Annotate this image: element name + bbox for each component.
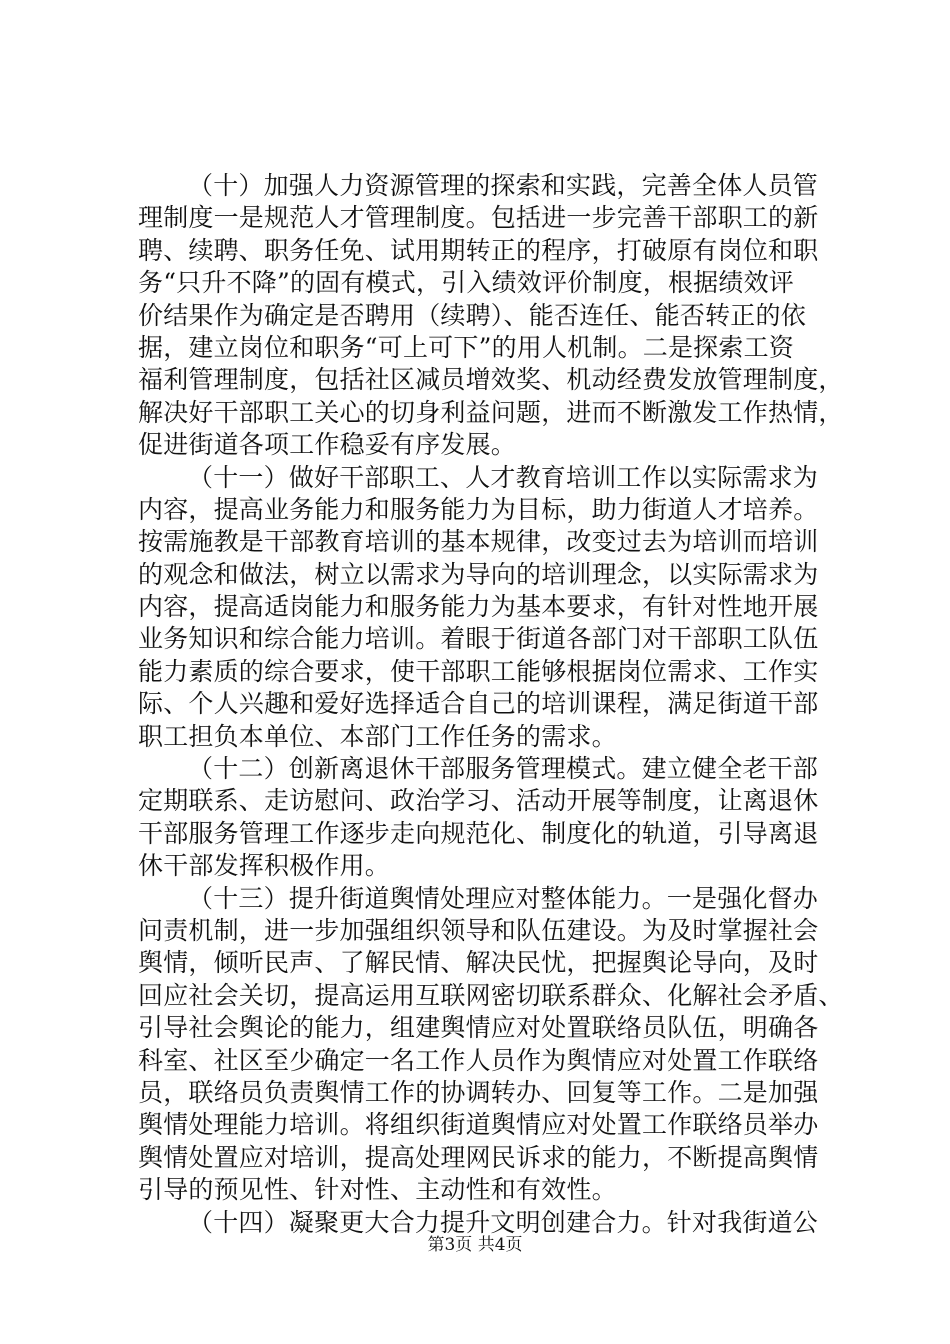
text-line: 能力素质的综合要求，使干部职工能够根据岗位需求、工作实 [138,656,819,686]
text-line: （十二）创新离退休干部服务管理模式。建立健全老干部 [188,754,819,784]
text-line: 据，建立岗位和职务“可上可下”的用人机制。二是探索工资 [138,332,794,362]
paragraph [138,170,844,462]
text-line: 内容，提高业务能力和服务能力为目标，助力街道人才培养。 [138,494,819,524]
text-line: 员，联络员负责舆情工作的协调转办、回复等工作。二是加强 [138,1077,819,1107]
text-line: 舆情，倾听民声、了解民情、解决民忧，把握舆论导向，及时 [138,948,819,978]
text-line: 的观念和做法，树立以需求为导向的培训理念，以实际需求为 [138,559,819,589]
text-line: 引导的预见性、针对性、主动性和有效性。 [138,1175,617,1205]
text-line: （十四）凝聚更大合力提升文明创建合力。针对我街道公 [188,1207,819,1237]
text-line: 促进街道各项工作稳妥有序发展。 [138,430,517,460]
text-line: （十）加强人力资源管理的探索和实践，完善全体人员管 [188,171,819,200]
text-line: 理制度一是规范人才管理制度。包括进一步完善干部职工的新 [138,203,819,233]
text-line: 职工担负本单位、本部门工作任务的需求。 [138,721,617,751]
text-line: 业务知识和综合能力培训。着眼于街道各部门对干部职工队伍 [138,624,819,654]
text-line: （十三）提升街道舆情处理应对整体能力。一是强化督办 [188,883,819,913]
page-footer: 第3页 共4页 [427,1235,523,1255]
text-line: 务“只升不降”的固有模式，引入绩效评价制度，根据绩效评 [138,268,794,298]
text-line: 解决好干部职工关心的切身利益问题，进而不断激发工作热情， [138,397,844,427]
text-line: 舆情处置应对培训，提高处理网民诉求的能力，不断提高舆情 [138,1142,819,1172]
text-line: 引导社会舆论的能力，组建舆情应对处置联络员队伍，明确各 [138,1013,819,1043]
text-line: 回应社会关切，提高运用互联网密切联系群众、化解社会矛盾、 [138,980,844,1010]
paragraph [138,462,830,754]
text-line: 按需施教是干部教育培训的基本规律，改变过去为培训而培训 [138,527,819,557]
text-line: 福利管理制度，包括社区减员增效奖、机动经费发放管理制度， [138,365,844,395]
text-line: 休干部发挥积极作用。 [138,851,391,881]
paragraph [138,753,830,883]
text-line: 定期联系、走访慰问、政治学习、活动开展等制度，让离退休 [138,786,819,816]
text-line: 科室、社区至少确定一名工作人员作为舆情应对处置工作联络 [138,1045,819,1075]
document-body [138,170,844,1239]
text-line: 聘、续聘、职务任免、试用期转正的程序，打破原有岗位和职 [138,235,819,265]
text-line: 价结果作为确定是否聘用（续聘）、能否连任、能否转正的依 [138,300,806,330]
text-line: 舆情处理能力培训。将组织街道舆情应对处置工作联络员举办 [138,1110,819,1140]
text-line: 际、个人兴趣和爱好选择适合自己的培训课程，满足街道干部 [138,689,819,719]
text-line: 内容，提高适岗能力和服务能力为基本要求，有针对性地开展 [138,592,819,622]
text-line: 干部服务管理工作逐步走向规范化、制度化的轨道，引导离退 [138,818,819,848]
text-line: 问责机制，进一步加强组织领导和队伍建设。为及时掌握社会 [138,915,819,945]
paragraph [138,883,844,1207]
text-line: （十一）做好干部职工、人才教育培训工作以实际需求为 [188,462,819,492]
